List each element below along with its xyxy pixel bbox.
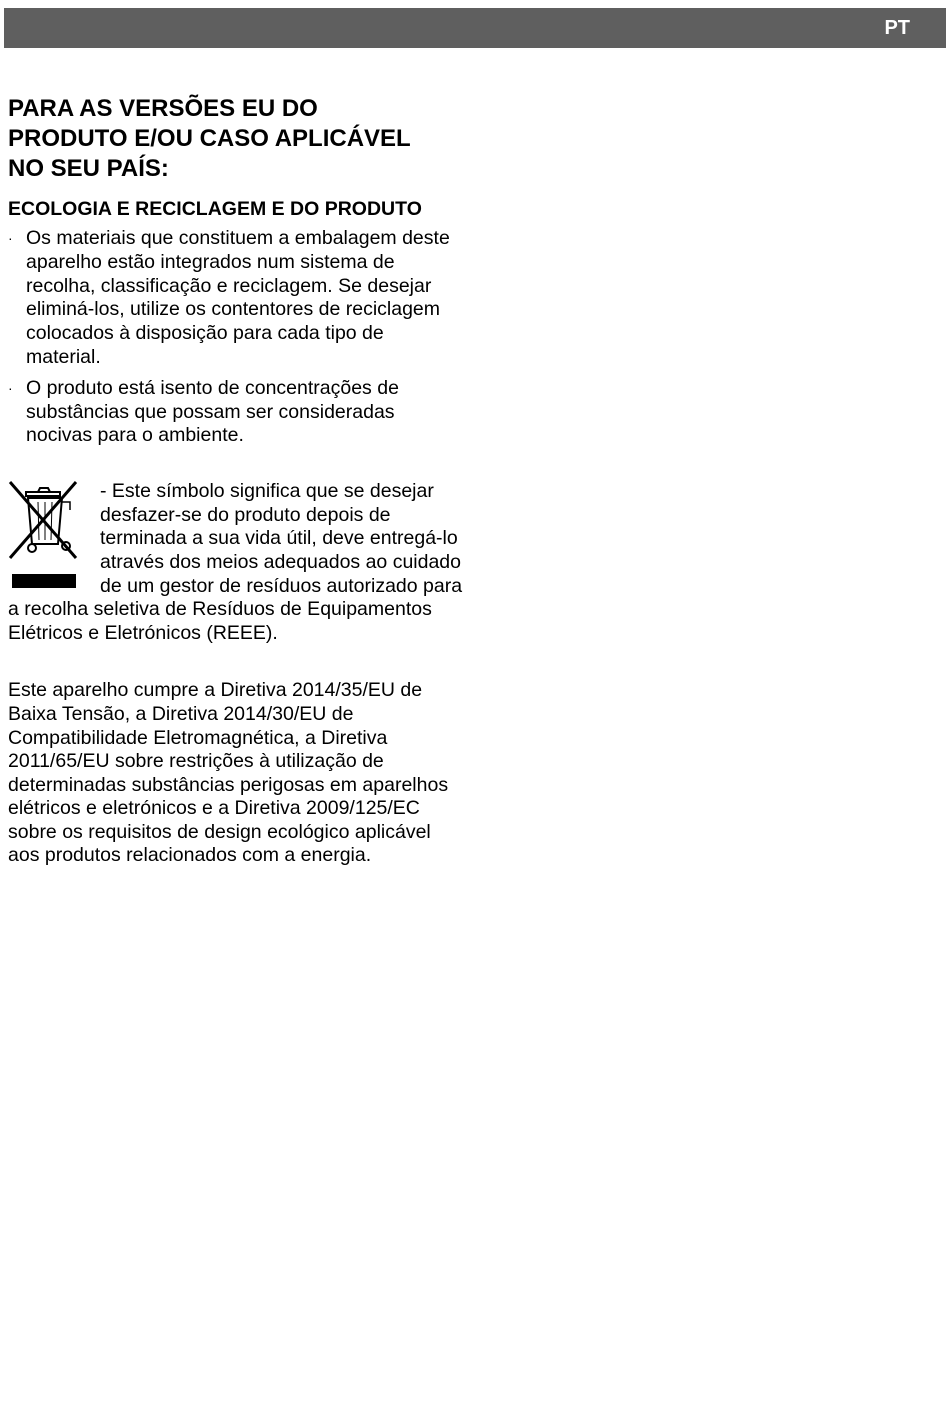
weee-notice — [8, 480, 463, 645]
bullet-text: Os materiais que constituem a embalagem deste aparelho estão integrados num sistema de recolha, classificação e reciclagem. Se desejar eliminá-los, utilize os contentores de reciclagem colocados à disposição para cada tipo de material. — [26, 227, 450, 368]
language-code: PT — [884, 17, 910, 39]
bullet-marker: · — [8, 230, 13, 246]
list-item — [8, 227, 463, 370]
crossed-out-wheelie-bin-icon — [8, 480, 80, 592]
list-item — [8, 377, 463, 448]
header-bar — [4, 8, 946, 48]
page-title: PARA AS VERSÕES EU DO PRODUTO E/OU CASO APLICÁVEL NO SEU PAÍS: — [8, 95, 411, 182]
bullet-marker: · — [8, 379, 13, 396]
section-heading: ECOLOGIA E RECICLAGEM E DO PRODUTO — [8, 198, 422, 220]
bullet-list — [8, 227, 463, 448]
directive-compliance-text: Este aparelho cumpre a Diretiva 2014/35/EU de Baixa Tensão, a Diretiva 2014/30/EU de Compatibilidade Eletromagnética, a Diretiva 2011/65/EU sobre restrições à utilização de determinadas substâncias perigosas em aparelhos elétricos e eletrónicos e a Diretiva 2009/125/EC sobre os requisitos de design ecológico aplicável aos produtos relacionados com a energia. — [8, 679, 449, 867]
page-content — [8, 94, 463, 868]
weee-text: - Este símbolo significa que se desejar desfazer-se do produto depois de terminada a sua vida útil, deve entregá-lo através dos meios adequados ao cuidado de um gestor de resíduos autorizado para a recolha seletiva de Resíduos de Equipamentos Elétricos e Eletrónicos (REEE). — [8, 480, 463, 644]
bullet-text: O produto está isento de concentrações de substâncias que possam ser consideradas nocivas para o ambiente. — [26, 376, 399, 447]
